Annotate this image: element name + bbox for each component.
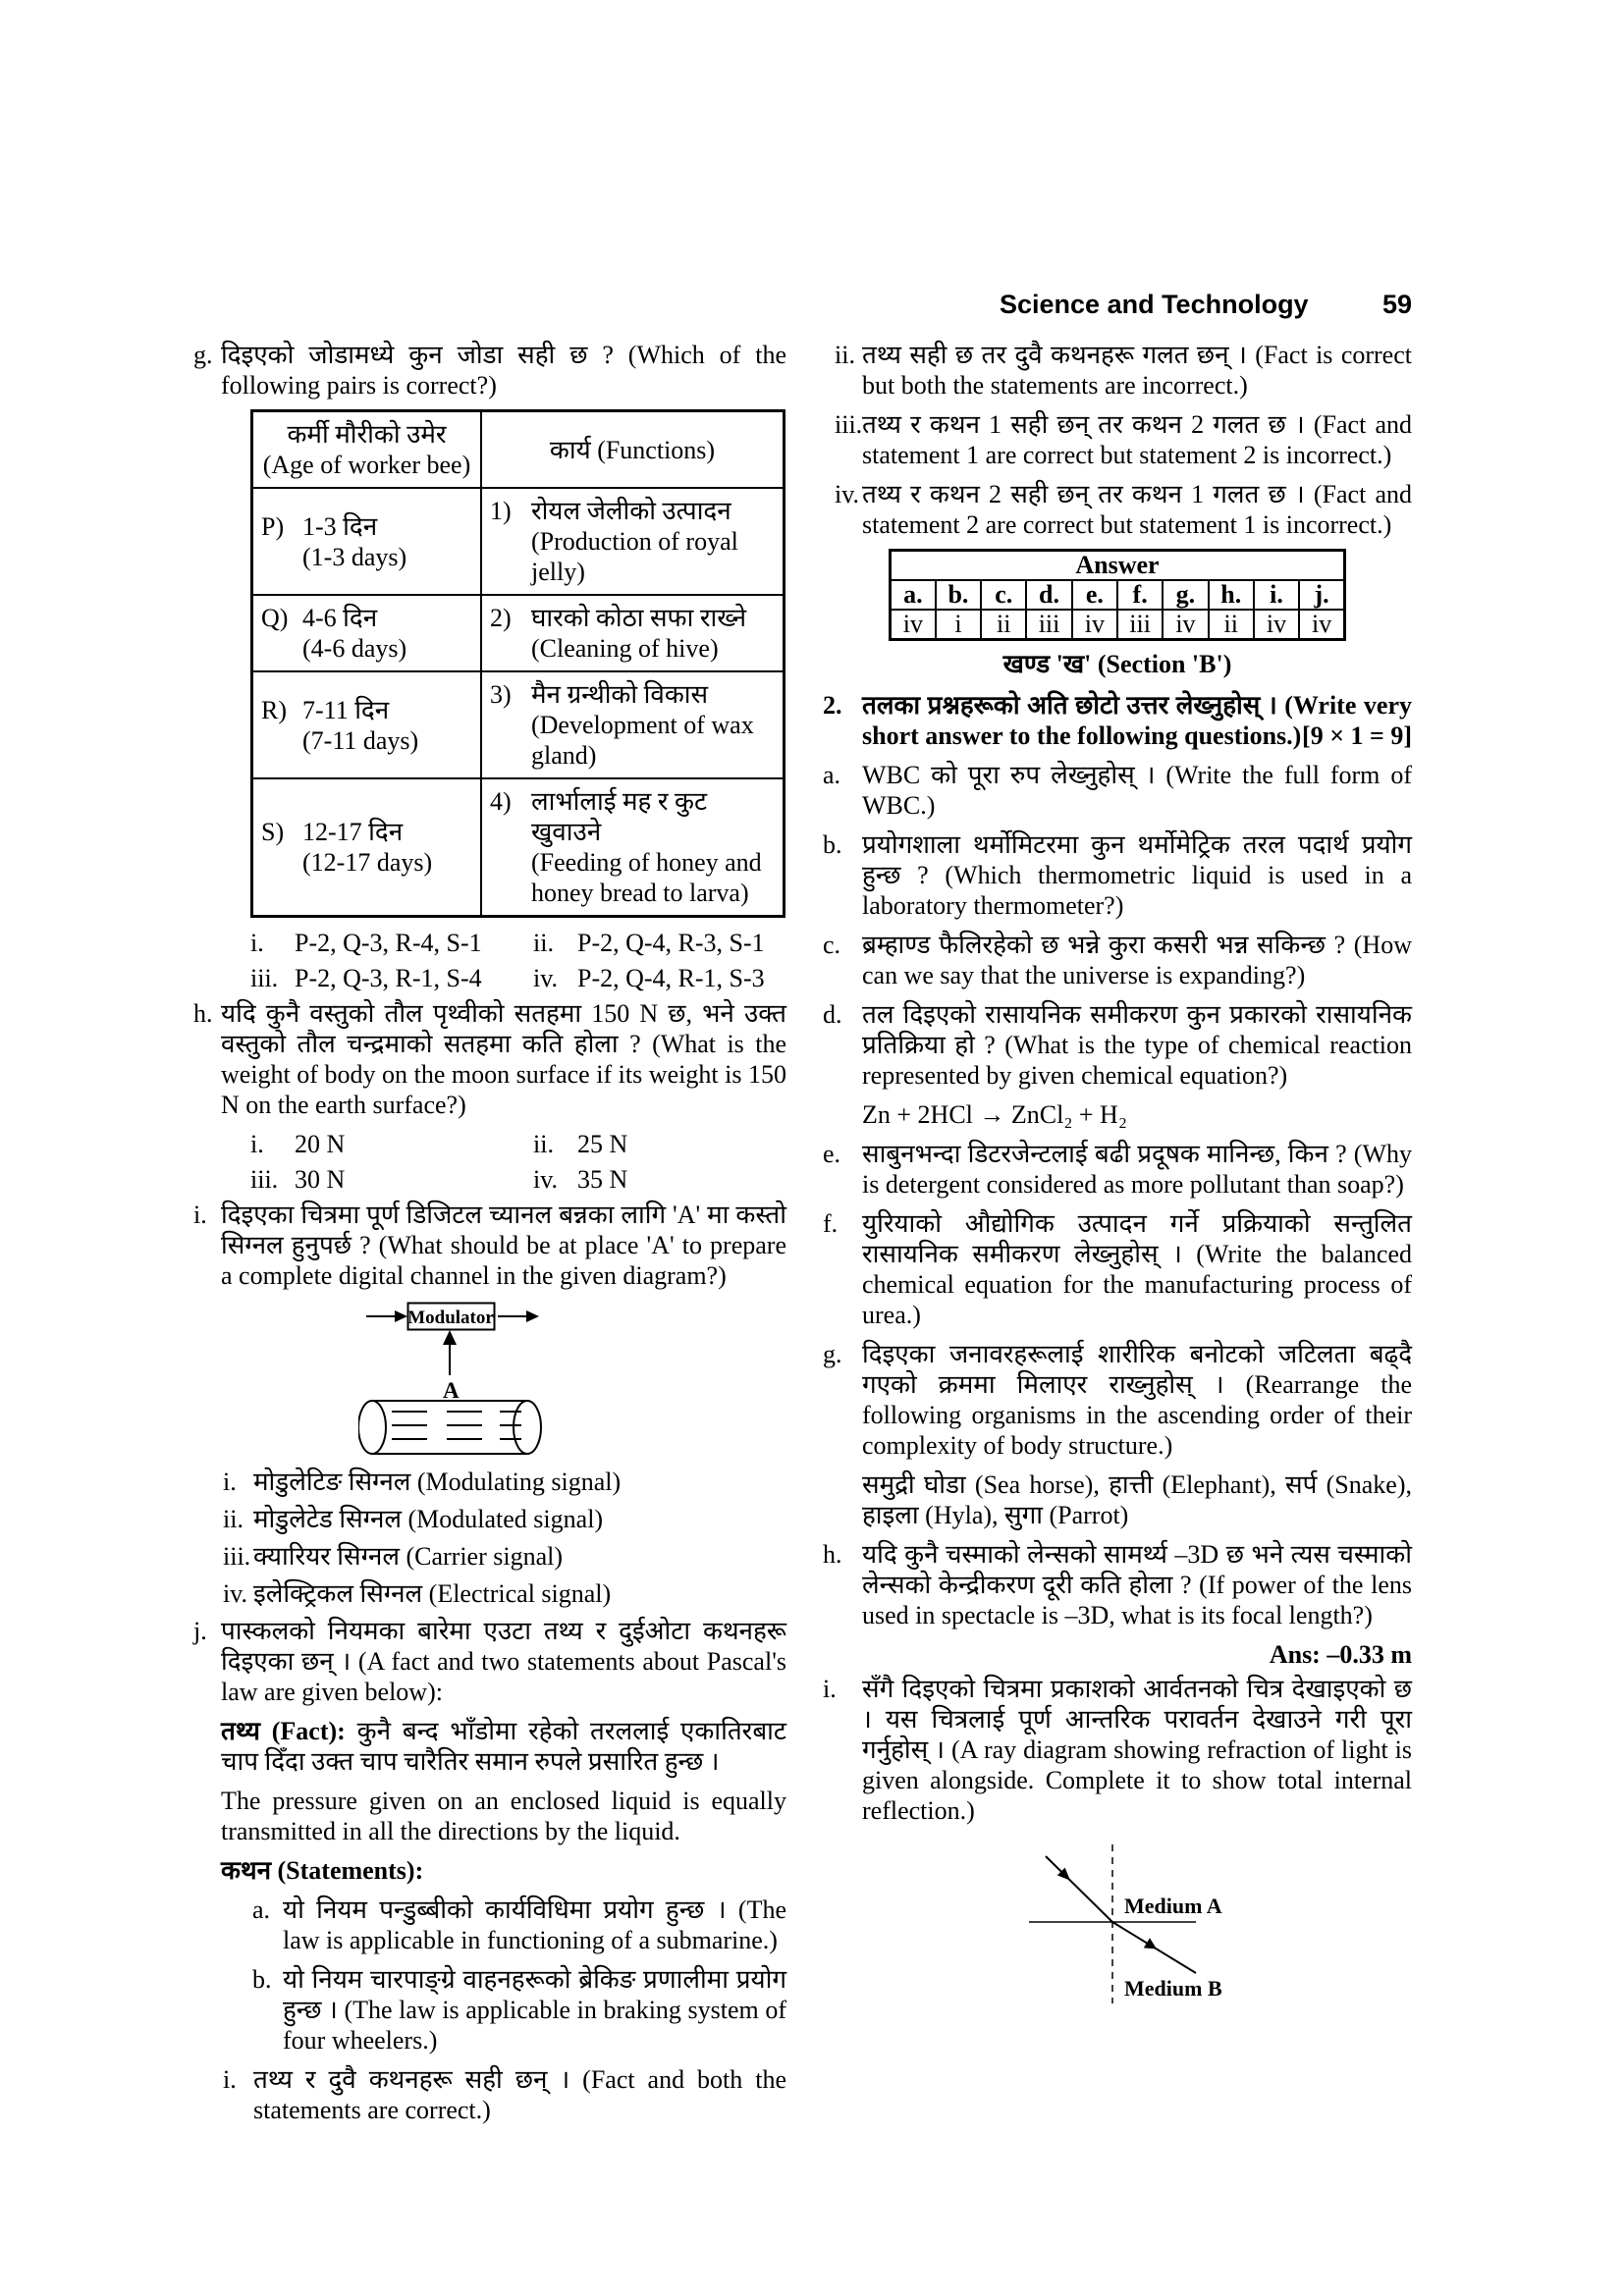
row-label: Q) [261,604,289,632]
option-label: iv. [223,1579,248,1608]
age-nep: 1-3 दिन [302,511,378,541]
answer-value: iv [1299,610,1344,640]
bee-table-header-row [252,411,785,489]
question-2d [823,999,1412,1091]
statement-a [252,1895,786,1955]
answer-value: iii [1117,610,1163,640]
bee-header-age-nep: कर्मी मौरीको उमेर [287,420,447,449]
option-label: iv. [533,1165,559,1194]
answer-label: h. [1209,580,1254,610]
answer-label: j. [1299,580,1344,610]
question-text: प्रयोगशाला थर्मोमिटरमा कुन थर्मोमेट्रिक तरल पदार्थ प्रयोग हुन्छ ? (Which thermometric liquid is used in a laboratory thermometer?) [862,830,1412,920]
question-label: c. [823,931,841,959]
question-h [193,998,786,1120]
a-point-label: A [443,1378,460,1403]
medium-b-label: Medium B [1124,1976,1222,2001]
option-label: ii. [533,1130,554,1158]
question-label: h. [823,1540,842,1569]
option-text: तथ्य र दुवै कथनहरू सही छन् । (Fact and both the statements are correct.) [253,2065,786,2124]
option-text: क्यारियर सिग्नल (Carrier signal) [253,1542,564,1571]
fn-nep: रोयल जेलीको उत्पादन [531,497,731,525]
question-h-label: h. [193,999,213,1028]
answer-key-table [889,549,1346,641]
answer-label-row [891,580,1345,610]
g-options-row-1 [250,928,786,958]
question-label: i. [823,1675,837,1703]
option-text: तथ्य र कथन 1 सही छन् तर कथन 2 गलत छ । (Fact and statement 1 are correct but statement 2 is incorrect.) [862,410,1412,469]
answer-value: i [936,610,981,640]
age-nep: 12-17 दिन [302,818,404,846]
incident-ray [1046,1856,1112,1922]
answer-value: iv [1072,610,1117,640]
question-label: g. [823,1340,842,1368]
row-label: S) [261,818,285,846]
answer-table-title: Answer [891,551,1345,581]
statement-label: a. [252,1896,271,1924]
option-label: iv. [533,964,559,992]
cylinder-left-end [358,1401,386,1454]
answer-label: e. [1072,580,1117,610]
g-options-row-2 [250,963,786,993]
answer-label: g. [1163,580,1208,610]
question-text: ब्रम्हाण्ड फैलिरहेको छ भन्ने कुरा कसरी भन्न सकिन्छ ? (How can we say that the universe is expanding?) [862,931,1412,989]
option-text: P-2, Q-4, R-3, S-1 [577,929,765,957]
page-title: Science and Technology [1000,290,1309,319]
question-label: e. [823,1140,841,1168]
option-label: i. [250,929,264,957]
refraction-ray-diagram [982,1835,1276,2009]
option-text: P-2, Q-4, R-1, S-3 [577,964,765,992]
option-label: i. [223,2065,237,2094]
option-text: 35 N [577,1165,628,1194]
right-column [823,340,1412,2009]
option-text: 20 N [295,1130,346,1158]
i-option [223,1541,786,1572]
question-j-label: j. [193,1617,207,1645]
statement-label: b. [252,1965,272,1994]
answer-value: iv [1254,610,1299,640]
up-arrow-icon [443,1330,457,1345]
age-eng: (1-3 days) [302,542,407,571]
option-label: iii. [250,964,279,992]
right-arrow-icon [395,1310,407,1322]
fact-text: कुनै बन्द भाँडोमा रहेको तरललाई एकातिरबाट चाप दिँदा उक्त चाप चारैतिर समान रुपले प्रसारित हुन्छ । [221,1717,787,1776]
question-j-text: पास्कलको नियमका बारेमा एउटा तथ्य र दुईओटा कथनहरू दिइएका छन् । (A fact and two statements about Pascal's law are given below): [221,1617,786,1706]
answer-value-row [891,610,1345,640]
statement-b [252,1964,786,2056]
question-text: दिइएका जनावरहरूलाई शारीरिक बनोटको जटिलता बढ्दै गएको क्रममा मिलाएर राख्नुहोस् । (Rearrange the following organisms in the ascending order of their complexity of body structure.) [862,1340,1412,1460]
fn-nep: घारको कोठा सफा राख्ने [531,604,747,632]
medium-a-label: Medium A [1124,1894,1222,1918]
table-row [252,778,785,917]
question-g-text: दिइएको जोडामध्ये कुन जोडा सही छ ? (Which of the following pairs is correct?) [221,341,786,400]
question-2 [823,690,1412,751]
question-text: सँगै दिइएको चित्रमा प्रकाशको आर्वतनको चित्र देखाइएको छ । यस चित्रलाई पूर्ण आन्तरिक परावर्तन देखाउने गरी पूरा गर्नुहोस् । (A ray diagram showing refraction of light is given alongside. Complete it to show total internal reflection.) [862,1675,1412,1825]
question-2g [823,1339,1412,1461]
j-option-ii [823,340,1412,400]
answer-value: iv [891,610,936,640]
question-2b [823,829,1412,921]
question-label: b. [823,830,842,859]
fn-label: 3) [490,680,512,709]
bee-table [250,409,785,918]
age-eng: (4-6 days) [302,634,407,663]
option-text: P-2, Q-3, R-4, S-1 [295,929,482,957]
table-row [252,488,785,595]
fact-heading: तथ्य (Fact): [221,1717,346,1745]
option-text: तथ्य सही छ तर दुवै कथनहरू गलत छन् । (Fact is correct but both the statements are incorrect.) [862,341,1412,400]
answer-value: ii [1209,610,1254,640]
fn-eng: (Cleaning of hive) [531,634,719,663]
answer-value: iii [1026,610,1071,640]
answer-label: a. [891,580,936,610]
h-options-row-2 [250,1164,786,1195]
table-row [252,671,785,778]
answer-h-value: Ans: –0.33 m [1269,1640,1412,1669]
question-i-label: i. [193,1201,207,1229]
i-option [223,1504,786,1534]
question-2c [823,930,1412,990]
refracted-ray-arrowhead [1144,1938,1157,1949]
statement-text: यो नियम चारपाङ्ग्रे वाहनहरूको ब्रेकिङ प्रणालीमा प्रयोग हुन्छ । (The law is applicable in braking system of four wheelers.) [283,1965,786,2055]
question-j [193,1616,786,1707]
chemical-equation: Zn + 2HCl → ZnCl₂ + H₂ [862,1100,1127,1129]
fn-label: 1) [490,497,512,525]
fn-eng: (Production of royal jelly) [531,527,738,586]
option-text: मोडुलेटेड सिग्नल (Modulated signal) [253,1505,604,1533]
option-label: i. [250,1130,264,1158]
fn-nep: मैन ग्रन्थीको विकास [531,680,709,709]
question-2-label: 2. [823,691,842,720]
option-label: ii. [533,929,554,957]
i-option [223,1467,786,1497]
option-label: iii. [250,1165,279,1194]
answer-value: ii [981,610,1026,640]
answer-title-row [891,551,1345,581]
age-eng: (7-11 days) [302,725,419,755]
answer-label: b. [936,580,981,610]
modulator-box-label: Modulator [407,1308,494,1328]
signal-dashes [392,1412,521,1439]
option-label: i. [223,1468,237,1496]
question-label: d. [823,1000,842,1029]
option-text: मोडुलेटिङ सिग्नल (Modulating signal) [253,1468,622,1496]
answer-label: f. [1117,580,1163,610]
table-row [252,595,785,671]
question-2h [823,1539,1412,1630]
option-text: 30 N [295,1165,346,1194]
question-2f [823,1208,1412,1330]
statement-text: यो नियम पन्डुब्बीको कार्यविधिमा प्रयोग हुन्छ । (The law is applicable in functioning of a submarine.) [283,1896,786,1954]
fn-eng: (Development of wax gland) [531,711,754,770]
page-header [1000,290,1412,320]
fact-paragraph [193,1716,786,1777]
question-text: यदि कुनै चस्माको लेन्सको सामर्थ्य –3D छ भने त्यस चस्माको लेन्सको केन्द्रीकरण दूरी कति होला ? (If power of the lens used in spectacle is –3D, what is its focal length?) [862,1540,1412,1629]
option-text: 25 N [577,1130,628,1158]
bee-table-header-fn: कार्य (Functions) [481,411,785,489]
cylinder-right-end [514,1401,541,1454]
marks-badge: [9 × 1 = 9] [1302,721,1412,750]
age-nep: 4-6 दिन [302,604,378,632]
j-option-iii [823,409,1412,470]
bee-header-age-eng: (Age of worker bee) [262,451,471,479]
age-nep: 7-11 दिन [302,695,390,724]
statements-heading: कथन (Statements): [221,1856,424,1885]
age-eng: (12-17 days) [302,848,433,877]
h-options-row-1 [250,1129,786,1159]
bee-table-header-age [252,411,482,489]
question-label: a. [823,761,841,789]
organisms-list: समुद्री घोडा (Sea horse), हात्ती (Elephant), सर्प (Snake), हाइला (Hyla), सुगा (Parrot) [862,1470,1412,1529]
option-label: ii. [835,341,855,369]
option-text: तथ्य र कथन 2 सही छन् तर कथन 1 गलत छ । (Fact and statement 2 are correct but statement 1 is incorrect.) [862,480,1412,539]
option-label: iv. [835,480,860,508]
question-2i [823,1674,1412,1826]
fn-label: 4) [490,787,512,816]
question-i [193,1200,786,1291]
option-text: P-2, Q-3, R-1, S-4 [295,964,482,992]
section-b-heading: खण्ड 'ख' (Section 'B') [1002,650,1232,678]
right-arrow-icon [526,1310,539,1322]
question-text: WBC को पूरा रुप लेख्नुहोस् । (Write the full form of WBC.) [862,761,1412,820]
option-label: iii. [835,410,863,439]
fact-english: The pressure given on an enclosed liquid is equally transmitted in all the directions by the liquid. [221,1787,786,1845]
row-label: P) [261,511,285,541]
question-text: युरियाको औद्योगिक उत्पादन गर्ने प्रक्रियाको सन्तुलित रासायनिक समीकरण लेख्नुहोस् । (Write the balanced chemical equation for the manufacturing process of urea.) [862,1209,1412,1329]
j-option-iv [823,479,1412,540]
question-2e [823,1139,1412,1200]
modulator-diagram [358,1300,555,1459]
question-g-label: g. [193,341,213,369]
fn-eng: (Feeding of honey and honey bread to larva) [531,848,762,907]
j-option-i [223,2064,786,2125]
question-2a [823,760,1412,821]
option-label: ii. [223,1505,244,1533]
fn-label: 2) [490,604,512,632]
question-i-text: दिइएका चित्रमा पूर्ण डिजिटल च्यानल बन्नका लागि 'A' मा कस्तो सिग्नल हुनुपर्छ ? (What should be at place 'A' to prepare a complete digital channel in the given diagram?) [221,1201,786,1290]
question-h-text: यदि कुनै वस्तुको तौल पृथ्वीको सतहमा 150 N छ, भने उक्त वस्तुको तौल चन्द्रमाको सतहमा कति होला ? (What is the weight of body on the moon surface if its weight is 150 N on the earth surface?) [221,999,786,1119]
left-column [193,340,786,2132]
question-label: f. [823,1209,839,1238]
option-text: इलेक्ट्रिकल सिग्नल (Electrical signal) [253,1579,612,1608]
option-label: iii. [223,1542,251,1571]
question-2-text: तलका प्रश्नहरूको अति छोटो उत्तर लेख्नुहोस् । (Write very short answer to the following questions.) [862,691,1412,750]
question-text: साबुनभन्दा डिटरजेन्टलाई बढी प्रदूषक मानिन्छ, किन ? (Why is detergent considered as more pollutant than soap?) [862,1140,1412,1199]
answer-label: i. [1254,580,1299,610]
question-text: तल दिइएको रासायनिक समीकरण कुन प्रकारको रासायनिक प्रतिक्रिया हो ? (What is the type of chemical reaction represented by given chemical equation?) [862,1000,1412,1090]
i-option [223,1578,786,1609]
page-number: 59 [1381,290,1412,319]
answer-value: iv [1163,610,1208,640]
answer-label: d. [1026,580,1071,610]
answer-label: c. [981,580,1026,610]
row-label: R) [261,695,287,724]
fn-nep: लार्भालाई मह र कुट खुवाउने [531,787,708,846]
question-g [193,340,786,400]
